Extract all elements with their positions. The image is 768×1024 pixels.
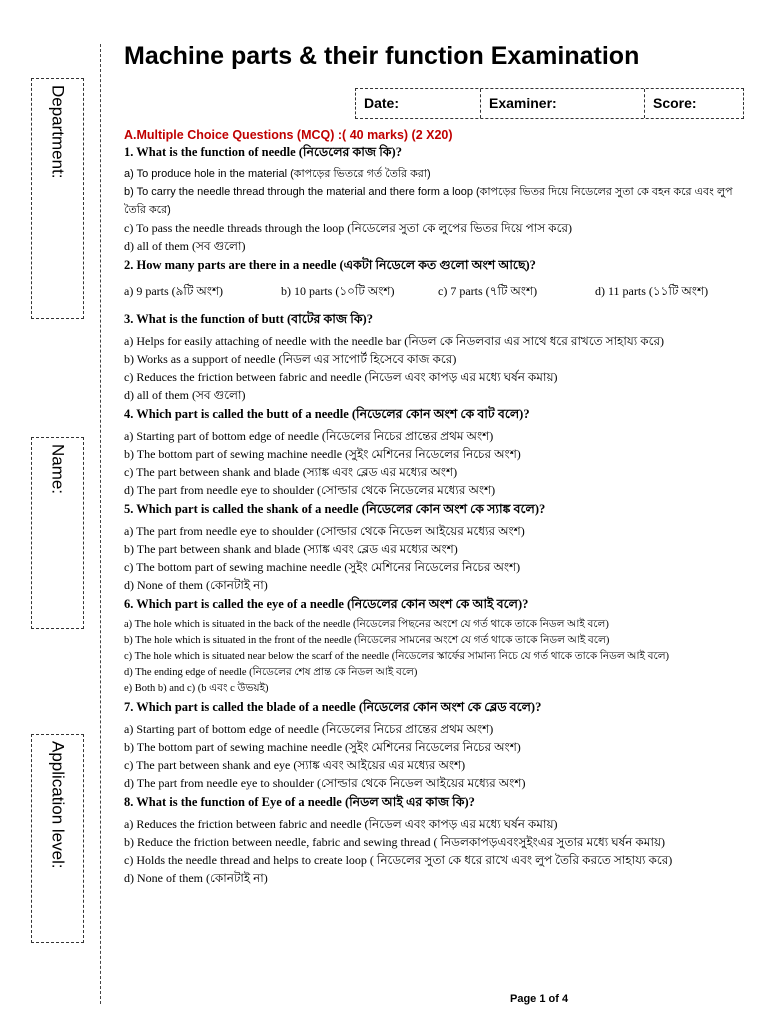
question-3-option-d: d) all of them (সব গুলো) xyxy=(124,388,246,402)
question-3-option-b: b) Works as a support of needle (নিডল এর সাপোর্ট হিসেবে কাজ করে) xyxy=(124,352,457,366)
question-2-option-d: d) 11 parts (১১টি অংশ) xyxy=(595,284,709,298)
question-8: 8. What is the function of Eye of a needle (নিডল আই এর কাজ কি)? xyxy=(124,795,475,809)
question-4-option-a: a) Starting part of bottom edge of needle (নিডেলের নিচের প্রান্তের প্রথম অংশ) xyxy=(124,429,494,443)
application-level-label: Application level: xyxy=(48,741,68,869)
question-3-option-a: a) Helps for easily attaching of needle with the needle bar (নিডল কে নিডলবার এর সাথে ধরে রাখতে সাহায্য করে) xyxy=(124,334,665,348)
section-heading: A.Multiple Choice Questions (MCQ) :( 40 marks) (2 X20) xyxy=(124,128,453,142)
question-1-option-b: b) To carry the needle thread through the material and there form a loop (কাপড়ের ভিতর দিয়ে নিডেলের সুতা কে বহন করে এবং লুপ তৈরি করে) xyxy=(124,186,733,216)
question-1-option-a: a) To produce hole in the material (কাপড়ের ভিতরে গর্ত তৈরি করা) xyxy=(124,168,431,180)
question-3: 3. What is the function of butt (বাটের কাজ কি)? xyxy=(124,312,373,326)
name-box xyxy=(31,437,84,629)
question-6-option-b: b) The hole which is situated in the front of the needle (নিডেলের সামনের অংশে যে গর্ত থাকে তাকে নিডল আই বলে) xyxy=(124,635,610,646)
department-label: Department: xyxy=(48,85,68,179)
question-6-option-d: d) The ending edge of needle (নিডেলের শেষ প্রান্ত কে নিডল আই বলে) xyxy=(124,667,418,678)
examiner-cell: Examiner: xyxy=(480,89,644,118)
question-5-option-a: a) The part from needle eye to shoulder (সোল্ডার থেকে নিডেল আইয়ের মধ্যের অংশ) xyxy=(124,524,525,538)
question-7-option-b: b) The bottom part of sewing machine needle (সুইং মেশিনের নিডেলের নিচের অংশ) xyxy=(124,740,521,754)
question-1-option-c: c) To pass the needle threads through the loop (নিডেলের সুতা কে লুপের ভিতর দিয়ে পাস করে) xyxy=(124,221,572,235)
date-cell: Date: xyxy=(364,95,400,111)
question-4: 4. Which part is called the butt of a needle (নিডেলের কোন অংশ কে বাট বলে)? xyxy=(124,407,530,421)
question-5: 5. Which part is called the shank of a needle (নিডেলের কোন অংশ কে স্যাঙ্ক বলে)? xyxy=(124,502,546,516)
question-6-option-e: e) Both b) and c) (b এবং c উভয়ই) xyxy=(124,683,269,694)
name-label: Name: xyxy=(48,444,68,495)
margin-line xyxy=(100,44,101,1004)
question-6-option-c: c) The hole which is situated near below the scarf of the needle (নিডেলের স্কার্ফের সামান্য নিচে যে গর্ত থাকে তাকে নিডল আই বলে) xyxy=(124,651,670,662)
question-6-option-a: a) The hole which is situated in the back of the needle (নিডেলের পিছনের অংশে যে গর্ত থাকে তাকে নিডল আই বলে) xyxy=(124,619,609,630)
page-number: Page 1 of 4 xyxy=(510,993,569,1005)
question-7-option-d: d) The part from needle eye to shoulder (সোল্ডার থেকে নিডেল আইয়ের মধ্যের অংশ) xyxy=(124,776,526,790)
info-table xyxy=(355,88,744,119)
question-content xyxy=(124,128,752,887)
question-2: 2. How many parts are there in a needle (একটা নিডেলে কত গুলো অংশ আছে)? xyxy=(124,258,536,272)
question-7: 7. Which part is called the blade of a needle (নিডেলের কোন অংশ কে ব্লেড বলে)? xyxy=(124,700,542,714)
question-5-option-c: c) The bottom part of sewing machine needle (সুইং মেশিনের নিডেলের নিচের অংশ) xyxy=(124,560,521,574)
score-cell: Score: xyxy=(644,89,743,118)
question-4-option-d: d) The part from needle eye to shoulder (সোল্ডার থেকে নিডেলের মধ্যের অংশ) xyxy=(124,483,496,497)
question-8-option-c: c) Holds the needle thread and helps to create loop ( নিডেলের সুতা কে ধরে রাখে এবং লুপ তৈরি করতে সাহায্য করে) xyxy=(124,853,673,867)
question-2-option-b: b) 10 parts (১০টি অংশ) xyxy=(281,284,395,298)
question-5-option-d: d) None of them (কোনটাই না) xyxy=(124,578,268,592)
question-4-option-c: c) The part between shank and blade (স্যাঙ্ক এবং ব্লেড এর মধ্যের অংশ) xyxy=(124,465,458,479)
question-2-option-c: c) 7 parts (৭টি অংশ) xyxy=(438,284,538,298)
department-box xyxy=(31,78,84,319)
question-1-option-d: d) all of them (সব গুলো) xyxy=(124,239,246,253)
question-8-option-a: a) Reduces the friction between fabric and needle (নিডেল এবং কাপড় এর মধ্যে ঘর্ষন কমায়) xyxy=(124,817,558,831)
question-7-option-a: a) Starting part of bottom edge of needle (নিডেলের নিচের প্রান্তের প্রথম অংশ) xyxy=(124,722,494,736)
question-8-option-b: b) Reduce the friction between needle, fabric and sewing thread ( নিডলকাপড়এবংসুইংএর সুতার মধ্যে ঘর্ষন কমায়) xyxy=(124,835,666,849)
question-3-option-c: c) Reduces the friction between fabric and needle (নিডেল এবং কাপড় এর মধ্যে ঘর্ষন কমায়) xyxy=(124,370,558,384)
question-6: 6. Which part is called the eye of a needle (নিডেলের কোন অংশ কে আই বলে)? xyxy=(124,597,529,611)
question-2-options xyxy=(124,283,752,303)
question-7-option-c: c) The part between shank and eye (স্যাঙ্ক এবং আইয়ের এর মধ্যের অংশ) xyxy=(124,758,466,772)
question-5-option-b: b) The part between shank and blade (স্যাঙ্ক এবং ব্লেড এর মধ্যের অংশ) xyxy=(124,542,458,556)
question-2-option-a: a) 9 parts (৯টি অংশ) xyxy=(124,284,224,298)
page-title: Machine parts & their function Examination xyxy=(124,42,640,70)
question-8-option-d: d) None of them (কোনটাই না) xyxy=(124,871,268,885)
question-1: 1. What is the function of needle (নিডেলের কাজ কি)? xyxy=(124,145,402,159)
application-level-box xyxy=(31,734,84,943)
question-4-option-b: b) The bottom part of sewing machine needle (সুইং মেশিনের নিডেলের নিচের অংশ) xyxy=(124,447,521,461)
